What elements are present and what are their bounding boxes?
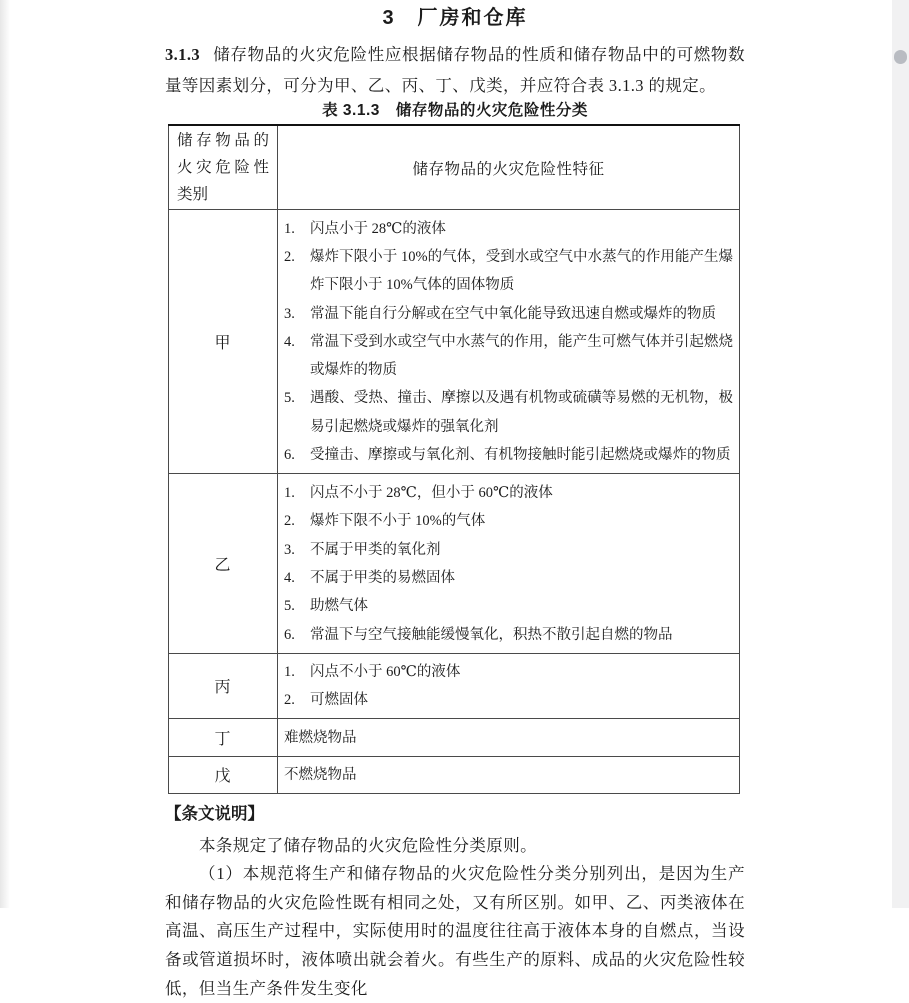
chapter-title: 3 厂房和仓库	[382, 7, 528, 29]
feature-item	[284, 441, 733, 469]
table-row-bing	[169, 654, 740, 719]
feature-item	[284, 243, 733, 300]
item-number: 2.	[284, 692, 295, 709]
category-label-wu: 戊	[169, 756, 278, 793]
item-text: 难燃烧物品	[284, 729, 357, 746]
clause-number: 3.1.3	[165, 45, 200, 64]
item-text: 闪点不小于 28℃，但小于 60℃的液体	[310, 485, 553, 502]
item-number: 1.	[284, 485, 295, 502]
feature-item	[284, 592, 733, 620]
feature-item	[284, 536, 733, 564]
item-text: 助燃气体	[310, 598, 368, 615]
category-label-yi: 乙	[169, 474, 278, 654]
feature-item	[284, 384, 733, 441]
table-row-ding	[169, 718, 740, 756]
feature-cell-jia	[278, 210, 740, 474]
scrollbar-thumb[interactable]	[894, 50, 907, 64]
item-text: 常温下能自行分解或在空气中氧化能导致迅速自燃或爆炸的物质	[310, 305, 716, 322]
feature-item	[284, 300, 733, 328]
item-number: 6.	[284, 626, 295, 643]
feature-cell-ding	[278, 718, 740, 756]
item-text: 常温下受到水或空气中水蒸气的作用，能产生可燃气体并引起燃烧或爆炸的物质	[310, 333, 733, 379]
item-number: 5.	[284, 598, 295, 615]
clause-paragraph	[165, 40, 745, 101]
category-label-bing: 丙	[169, 654, 278, 719]
item-number: 6.	[284, 447, 295, 464]
table-caption: 表 3.1.3 储存物品的火灾危险性分类	[322, 102, 588, 119]
table-row-wu	[169, 756, 740, 793]
header-cell-category	[169, 125, 278, 210]
item-text: 爆炸下限小于 10%的气体，受到水或空气中水蒸气的作用能产生爆炸下限小于 10%气体的固体物质	[310, 248, 733, 294]
item-text: 闪点不小于 60℃的液体	[310, 664, 461, 680]
item-text: 遇酸、受热、撞击、摩擦以及遇有机物或硫磺等易燃的无机物，极易引起燃烧或爆炸的强氧化剂	[310, 390, 733, 435]
page-content	[165, 0, 745, 1003]
item-number: 1.	[284, 220, 295, 237]
category-label-jia: 甲	[169, 210, 278, 474]
feature-item	[284, 658, 733, 686]
item-number: 4.	[284, 333, 295, 350]
feature-cell-wu	[278, 756, 740, 793]
item-number: 4.	[284, 570, 295, 586]
feature-item	[284, 564, 733, 592]
table-row-yi	[169, 474, 740, 654]
item-number: 5.	[284, 390, 295, 407]
item-number: 3.	[284, 305, 295, 322]
feature-item	[284, 215, 733, 243]
feature-item	[284, 507, 733, 535]
item-text: 爆炸下限不小于 10%的气体	[310, 513, 486, 530]
item-text: 可燃固体	[310, 692, 368, 709]
scrollbar-track[interactable]	[892, 0, 909, 908]
table-row-jia	[169, 210, 740, 474]
feature-item	[284, 328, 733, 385]
table-header-row	[169, 125, 740, 210]
commentary-heading: 【条文说明】	[165, 804, 264, 823]
item-number: 3.	[284, 541, 295, 558]
item-text: 不属于甲类的易燃固体	[310, 570, 455, 586]
item-text: 常温下与空气接触能缓慢氧化，积热不散引起自燃的物品	[310, 626, 673, 643]
commentary-paragraph-2: （1）本规范将生产和储存物品的火灾危险性分类分别列出，是因为生产和储存物品的火灾危险性既有相同之处，又有所区别。如甲、乙、丙类液体在高温、高压生产过程中，实际使用时的温度往往高于液体本身的自燃点，当设备或管道损坏时，液体喷出就会着火。有些生产的原料、成品的火灾危险性较低，但当生产条件发生变化	[165, 864, 745, 998]
item-text: 不属于甲类的氧化剂	[310, 541, 441, 558]
commentary-paragraph-1: 本条规定了储存物品的火灾危险性分类原则。	[199, 835, 537, 855]
item-number: 2.	[284, 248, 295, 265]
feature-cell-yi	[278, 474, 740, 654]
feature-item	[284, 727, 733, 749]
header-category-label: 储存物品的火灾危险性类别	[177, 132, 269, 203]
header-cell-feature: 储存物品的火灾危险性特征	[278, 125, 740, 210]
item-text: 闪点小于 28℃的液体	[310, 220, 446, 237]
item-number: 2.	[284, 513, 295, 530]
feature-cell-bing	[278, 654, 740, 719]
feature-item	[284, 764, 733, 786]
feature-item	[284, 479, 733, 507]
page-edge-shading	[0, 0, 10, 908]
item-text: 受撞击、摩擦或与氧化剂、有机物接触时能引起燃烧或爆炸的物质	[310, 447, 731, 464]
feature-item	[284, 621, 733, 649]
feature-item	[284, 686, 733, 714]
clause-text: 储存物品的火灾危险性应根据储存物品的性质和储存物品中的可燃物数量等因素划分，可分为甲、乙、丙、丁、戊类，并应符合表 3.1.3 的规定。	[165, 45, 745, 95]
item-number: 1.	[284, 664, 295, 680]
item-text: 不燃烧物品	[284, 767, 357, 784]
fire-hazard-classification-table	[168, 124, 740, 794]
category-label-ding: 丁	[169, 718, 278, 756]
